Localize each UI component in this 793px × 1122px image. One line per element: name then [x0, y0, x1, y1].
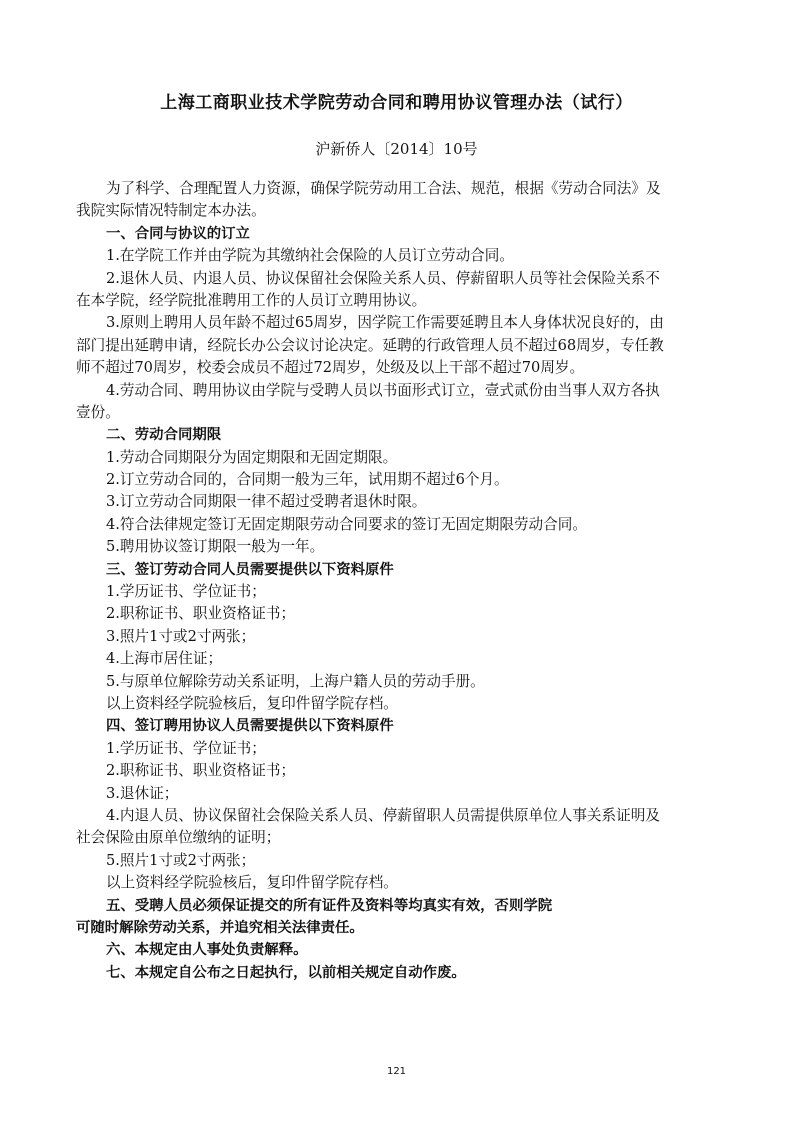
paragraph-line: 3.订立劳动合同期限一律不超过受聘者退休时限。	[106, 493, 427, 511]
section-heading: 二、劳动合同期限	[106, 427, 222, 444]
paragraph-line: 5.与原单位解除劳动关系证明，上海户籍人员的劳动手册。	[106, 672, 485, 690]
section-heading: 三、签订劳动合同人员需要提供以下资料原件	[106, 561, 394, 578]
paragraph-line: 4.内退人员、协议保留社会保险关系人员、停薪留职人员需提供原单位人事关系证明及	[106, 806, 660, 824]
document-number: 沪新侨人〔2014〕10号	[315, 140, 478, 158]
paragraph-line: 以上资料经学院验核后，复印件留学院存档。	[106, 694, 398, 712]
section-heading-continued: 可随时解除劳动关系，并追究相关法律责任。	[76, 919, 364, 936]
paragraph-line: 5.聘用协议签订期限一般为一年。	[106, 538, 325, 556]
paragraph-line: 部门提出延聘申请，经院长办公会议讨论决定。延聘的行政管理人员不超过68周岁，专任教	[76, 336, 664, 354]
paragraph-line: 1.学历证书、学位证书；	[106, 739, 266, 757]
paragraph-line: 4.上海市居住证；	[106, 650, 223, 668]
paragraph-line: 3.原则上聘用人员年龄不超过65周岁，因学院工作需要延聘且本人身体状况良好的，由	[106, 314, 664, 332]
paragraph-line: 3.退休证；	[106, 784, 179, 802]
paragraph-line: 1.劳动合同期限分为固定期限和无固定期限。	[106, 448, 398, 466]
document-body	[76, 178, 726, 984]
section-heading: 一、合同与协议的订立	[106, 225, 250, 242]
paragraph-line: 2.职称证书、职业资格证书；	[106, 605, 296, 623]
paragraph-line: 师不超过70周岁，校委会成员不超过72周岁，处级及以上干部不超过70周岁。	[76, 359, 585, 377]
page-number: 121	[386, 1066, 407, 1077]
section-heading: 五、受聘人员必须保证提交的所有证件及资料等均真实有效，否则学院	[106, 897, 553, 914]
section-heading: 七、本规定自公布之日起执行，以前相关规定自动作废。	[106, 964, 466, 981]
paragraph-line: 在本学院，经学院批准聘用工作的人员订立聘用协议。	[76, 291, 427, 309]
paragraph-line: 2.退休人员、内退人员、协议保留社会保险关系人员、停薪留职人员等社会保险关系不	[106, 269, 660, 287]
paragraph-line: 2.职称证书、职业资格证书；	[106, 762, 296, 780]
paragraph-line: 社会保险由原单位缴纳的证明；	[76, 829, 281, 847]
paragraph-line: 1.学历证书、学位证书；	[106, 583, 266, 601]
paragraph-line: 1.在学院工作并由学院为其缴纳社会保险的人员订立劳动合同。	[106, 247, 514, 265]
paragraph-line: 我院实际情况特制定本办法。	[76, 202, 266, 220]
document-title: 上海工商职业技术学院劳动合同和聘用协议管理办法（试行）	[160, 93, 633, 113]
paragraph-line: 壹份。	[76, 403, 120, 421]
paragraph-line: 2.订立劳动合同的，合同期一般为三年，试用期不超过6个月。	[106, 471, 509, 489]
paragraph-line: 4.符合法律规定签订无固定期限劳动合同要求的签订无固定期限劳动合同。	[106, 515, 587, 533]
section-heading: 六、本规定由人事处负责解释。	[106, 942, 308, 959]
section-heading: 四、签订聘用协议人员需要提供以下资料原件	[106, 718, 394, 735]
paragraph-line: 为了科学、合理配置人力资源，确保学院劳动用工合法、规范，根据《劳动合同法》及	[106, 180, 661, 197]
paragraph-line: 3.照片1寸或2寸两张；	[106, 627, 256, 645]
paragraph-line: 4.劳动合同、聘用协议由学院与受聘人员以书面形式订立，壹式贰份由当事人双方各执	[106, 381, 660, 399]
paragraph-line: 以上资料经学院验核后，复印件留学院存档。	[106, 874, 398, 892]
paragraph-line: 5.照片1寸或2寸两张；	[106, 851, 256, 869]
